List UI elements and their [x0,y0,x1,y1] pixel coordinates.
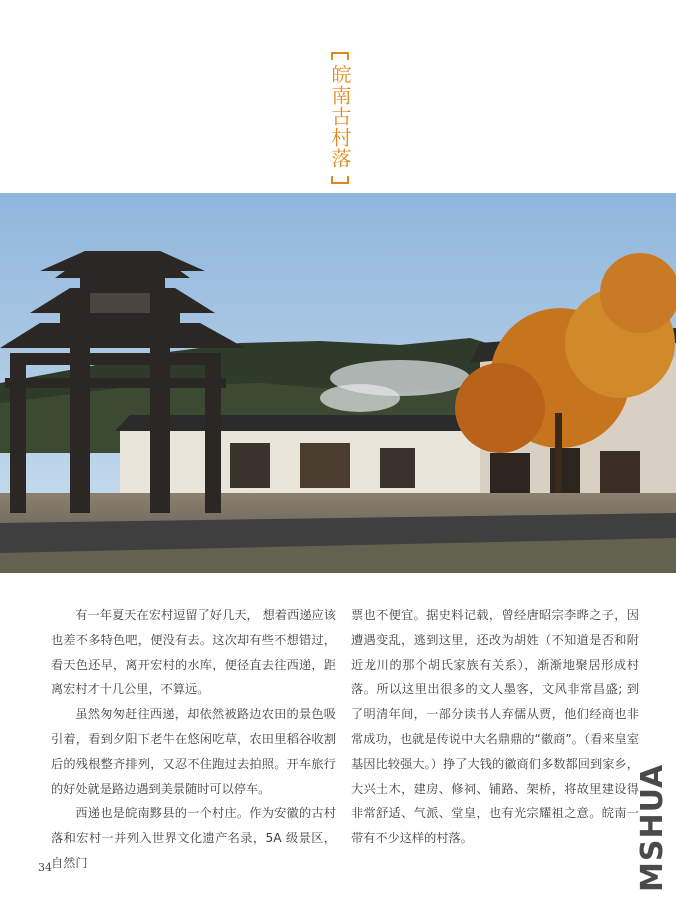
section-title-text: 皖南古村落 [328,64,352,169]
article-paragraph: 有一年夏天在宏村逗留了好几天， 想着西递应该也差不多特色吧，便没有去。这次却有些不想错过，看天色还早，离开宏村的水库，便径直去往西递，距离宏村才十几公里，不算远。 [51,608,336,697]
brand-logo: MSHUA [635,763,670,892]
village-photo [0,193,676,573]
article-left-column [51,603,336,876]
page-number: 34 [38,861,52,874]
article-paragraph: 票也不便宜。据史料记载，曾经唐昭宗李晔之子，因遭遇变乱，逃到这里，还改为胡姓（不知道是否和附近龙川的那个胡氏家族有关系），渐渐地聚居形成村落。所以这里出很多的文人墨客，文风非常昌盛; 到了明清年间，一部分读书人弃儒从贾，他们经商也非常成功，也就是传说中大名鼎鼎的“徽商”。（看来皇室基因比较强大。）挣了大钱的徽商们多数都回到家乡，大兴土木，建房、修祠、铺路、架桥，将故里建设得非常舒适、气派、堂皇，也有光宗耀祖之意。皖南一带有不少这样的村落。 [351,608,639,846]
article-right-column [351,603,639,851]
article-paragraph: 虽然匆匆赶往西递，却依然被路边农田的景色吸引着，看到夕阳下老牛在悠闲吃草，农田里稻谷收割后的残根整齐排列，又忍不住跑过去拍照。开车旅行的好处就是路边遇到美景随时可以停车。 [51,707,336,796]
bracket-bottom [331,176,349,184]
section-title [322,52,358,184]
article-paragraph: 西递也是皖南黟县的一个村庄。作为安徽的古村落和宏村一并列入世界文化遗产名录，5A 级景区，自然门 [51,806,336,870]
bracket-top [331,52,349,60]
